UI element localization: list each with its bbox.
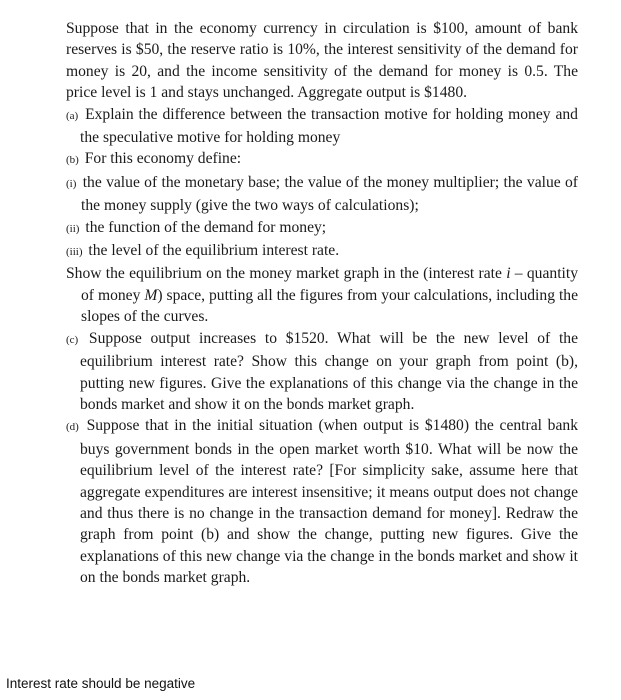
question-b-ii-label: (ii): [66, 222, 80, 235]
question-d: [66, 415, 578, 588]
question-c: [66, 328, 578, 416]
annotation-note: Interest rate should be negative: [6, 676, 196, 691]
question-a: [66, 104, 578, 149]
question-b-i: [66, 172, 578, 217]
question-b-ii-text: the function of the demand for money;: [85, 218, 327, 236]
question-d-text: Suppose that in the initial situation (when output is $1480) the central bank buys government bonds in the open market worth $10. What will be now the equilibrium level of the interest rate? [For simplicity sake, assume here that aggregate expenditures are interest insensitive; it means output does not change and thus there is no change in the transaction demand for money]. Redraw the graph from point (b) and show the change, putting new figures. Give the explanations of this new change via the change in the bonds market and show it on the bonds market graph.: [80, 417, 578, 587]
question-c-label: (c): [66, 333, 79, 346]
question-b: [66, 148, 578, 171]
question-b-i-text: the value of the monetary base; the value of the money multiplier; the value of the money supply (give the two ways of calculations);: [81, 173, 578, 215]
question-a-text: Explain the difference between the transaction motive for holding money and the speculative motive for holding money: [80, 105, 578, 147]
problem-intro: Suppose that in the economy currency in circulation is $100, amount of bank reserves is $50, the reserve ratio is 10%, the interest sensitivity of the demand for money is 20, and the income sensitivity of the demand for money is 0.5. The price level is 1 and stays unchanged. Aggregate output is $1480.: [66, 20, 578, 102]
question-b-i-label: (i): [66, 177, 77, 190]
question-a-label: (a): [66, 109, 79, 122]
question-b-iii: [66, 240, 578, 263]
problem-document: [66, 18, 578, 589]
question-b-label: (b): [66, 154, 79, 167]
question-b-ii: [66, 217, 578, 240]
question-b-iii-label: (iii): [66, 246, 83, 259]
question-c-text: Suppose output increases to $1520. What will be the new level of the equilibrium interest rate? Show this change on your graph from point (b), putting new figures. Give the explanations of this change via the change in the bonds market and show it on the bonds market graph.: [80, 329, 578, 413]
question-b-graph-instruction: Show the equilibrium on the money market graph in the (interest rate i – quantity of money M) space, putting all the figures from your calculations, including the slopes of the curves.: [66, 265, 578, 326]
question-b-iii-text: the level of the equilibrium interest rate.: [88, 242, 340, 260]
question-b-text: For this economy define:: [84, 150, 242, 168]
question-d-label: (d): [66, 421, 79, 434]
